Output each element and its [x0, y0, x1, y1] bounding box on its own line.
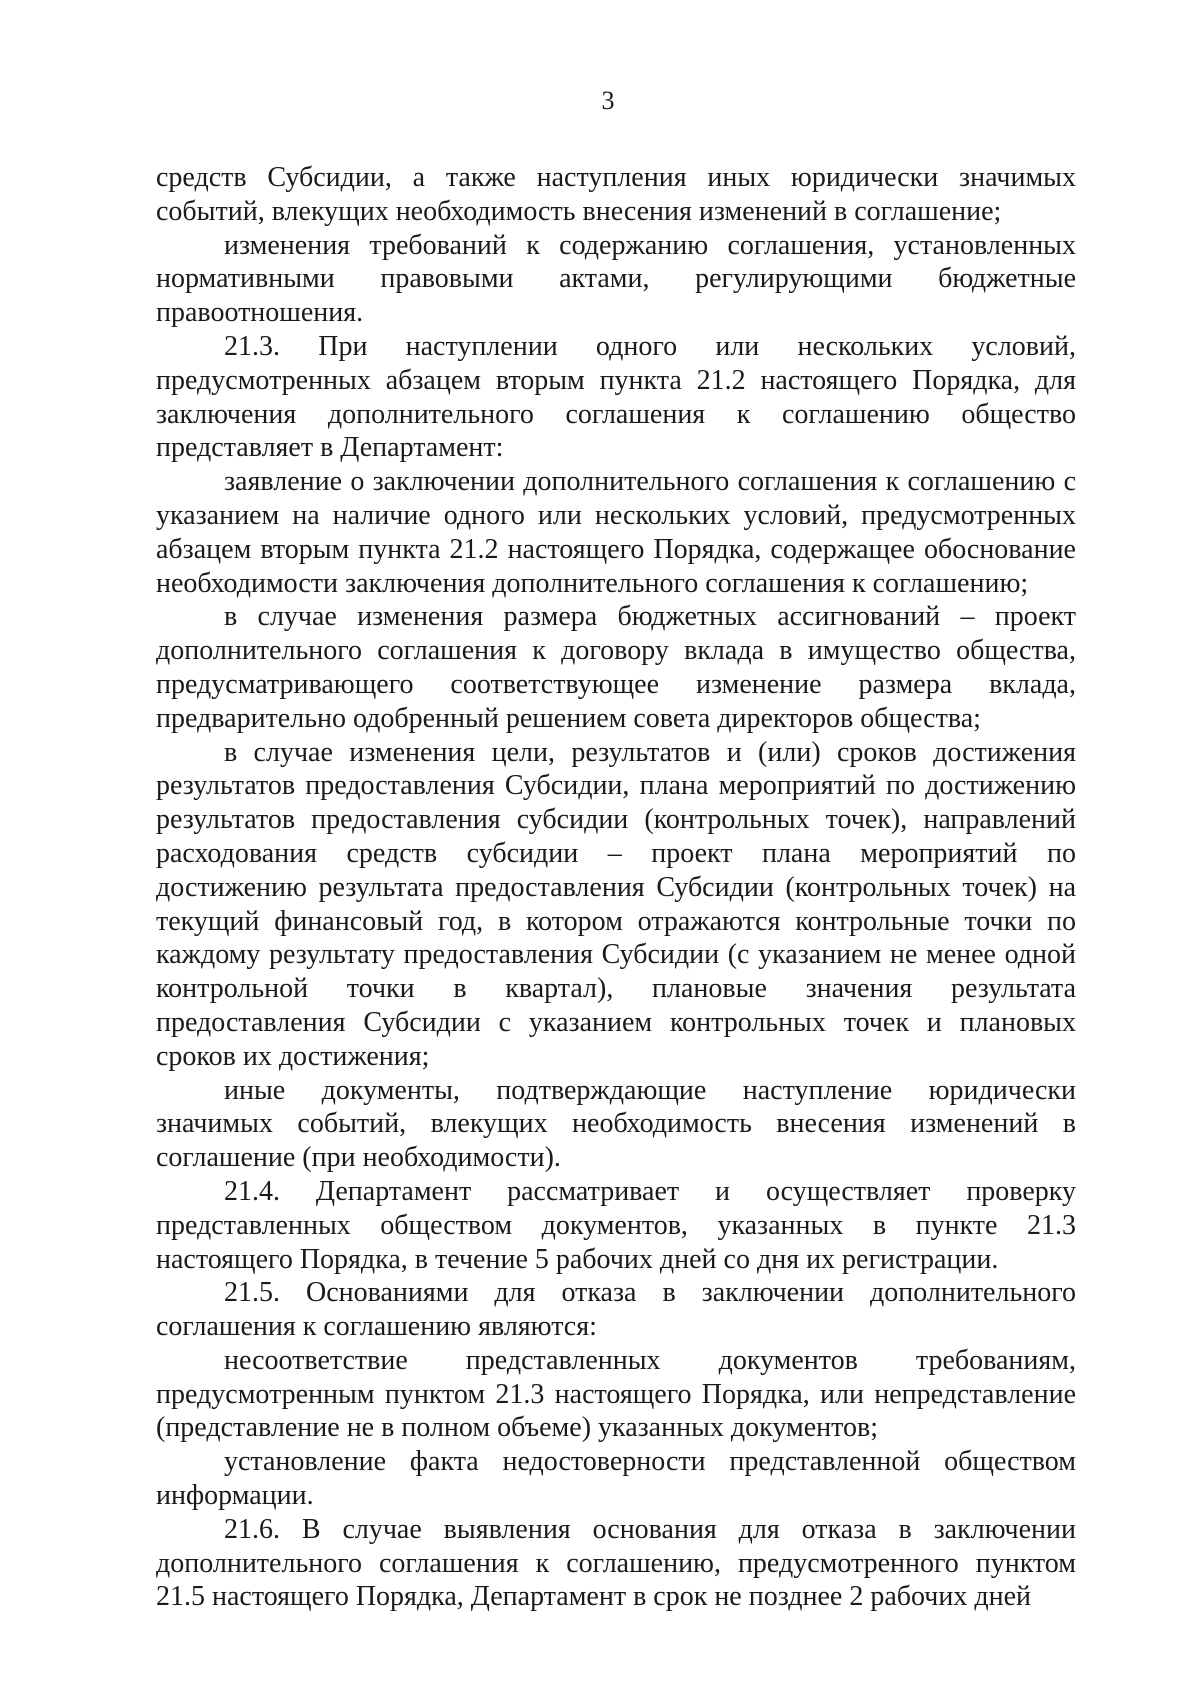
paragraph: 21.3. При наступлении одного или нескольких условий, предусмотренных абзацем вторым пункта 21.2 настоящего Порядка, для заключения дополнительного соглашения к соглашению общество представляет в Департамент: [156, 330, 1076, 464]
paragraph: 21.5. Основаниями для отказа в заключении дополнительного соглашения к соглашению являются: [156, 1277, 1076, 1343]
paragraph: иные документы, подтверждающие наступление юридически значимых событий, влекущих необходимость внесения изменений в соглашение (при необходимости). [156, 1074, 1076, 1174]
page-number: 3 [601, 86, 615, 115]
paragraph: заявление о заключении дополнительного соглашения к соглашению с указанием на наличие одного или нескольких условий, предусмотренных абзацем вторым пункта 21.2 настоящего Порядка, содержащее обоснование необходимости заключения дополнительного соглашения к соглашению; [156, 466, 1076, 599]
paragraph: средств Субсидии, а также наступления иных юридически значимых событий, влекущих необходимость внесения изменений в соглашение; [156, 162, 1076, 227]
document-body [156, 161, 1076, 1614]
paragraph: в случае изменения размера бюджетных ассигнований – проект дополнительного соглашения к договору вклада в имущество общества, предусматривающего соответствующее изменение размера вклада, предварительно одобренный решением совета директоров общества; [156, 601, 1076, 734]
paragraph: 21.6. В случае выявления основания для отказа в заключении дополнительного соглашения к соглашению, предусмотренного пунктом 21.5 настоящего Порядка, Департамент в срок не позднее 2 рабочих дней [156, 1513, 1076, 1613]
paragraph: несоответствие представленных документов требованиям, предусмотренным пунктом 21.3 настоящего Порядка, или непредставление (представление не в полном объеме) указанных документов; [156, 1344, 1076, 1444]
paragraph: 21.4. Департамент рассматривает и осуществляет проверку представленных обществом документов, указанных в пункте 21.3 настоящего Порядка, в течение 5 рабочих дней со дня их регистрации. [156, 1175, 1076, 1275]
paragraph: в случае изменения цели, результатов и (или) сроков достижения результатов предоставления Субсидии, плана мероприятий по достижению результатов предоставления субсидии (контрольных точек), направлений расходования средств субсидии – проект плана мероприятий по достижению результата предоставления Субсидии (контрольных точек) на текущий финансовый год, в котором отражаются контрольные точки по каждому результату предоставления Субсидии (с указанием не менее одной контрольной точки в квартал), плановые значения результата предоставления Субсидии с указанием контрольных точек и плановых сроков их достижения; [156, 736, 1076, 1072]
paragraph: установление факта недостоверности представленной обществом информации. [156, 1446, 1076, 1512]
paragraph: изменения требований к содержанию соглашения, установленных нормативными правовыми актами, регулирующими бюджетные правоотношения. [156, 229, 1076, 329]
